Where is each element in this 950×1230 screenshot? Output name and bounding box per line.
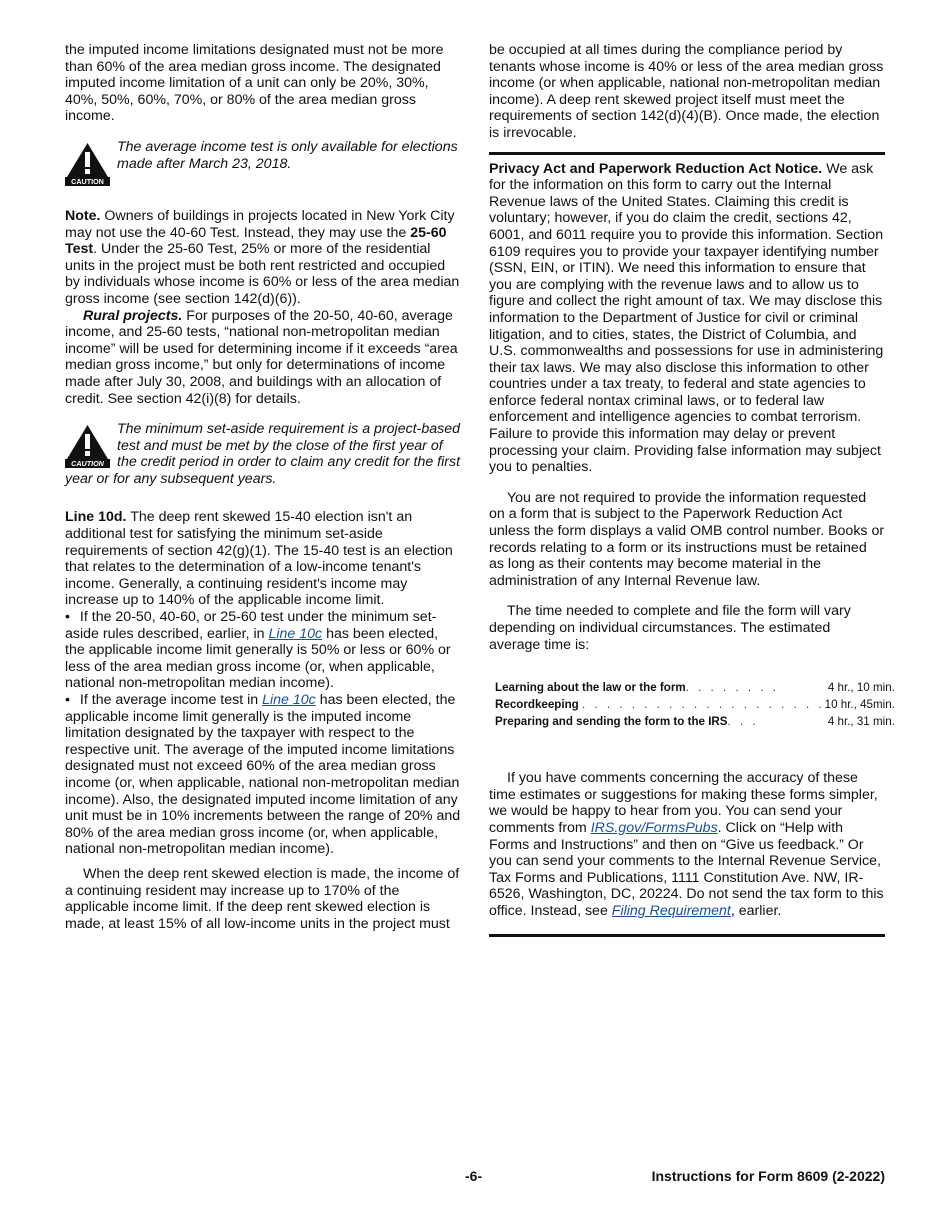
caution-text: The average income test is only available for elections made after March 23, 2018. bbox=[117, 138, 458, 172]
line-10c-link[interactable]: Line 10c bbox=[268, 625, 323, 642]
table-row: Recordkeeping . . . . . . . . . . . . . . . . . . . . 10 hr., 45min. bbox=[495, 698, 895, 712]
svg-text:CAUTION: CAUTION bbox=[71, 459, 104, 469]
line-10d-label: Line 10d. bbox=[65, 509, 127, 526]
bullet-item: • If the 20-50, 40-60, or 25-60 test under the minimum set-aside rules described, earlier, in Line 10c has been elected, the applicable income limit generally is 50% or less or 60% or less of the area median gross income (or, when applicable, national non-metropolitan median income). bbox=[65, 609, 461, 692]
deep-rent-skewed-paragraph: When the deep rent skewed election is made, the income of a continuing resident may increase up to 170% of the applicable income limit. If the deep rent skewed election is made, at least 15% of all low-income units in the project must bbox=[65, 865, 460, 932]
note-label: Note. bbox=[65, 207, 101, 224]
caution-text: The minimum set-aside requirement is a project-based test and must be met by the close of the first year of the credit period in order to claim any credit for the first year or for any subsequent years. bbox=[65, 421, 461, 487]
privacy-act-paragraph: Privacy Act and Paperwork Reduction Act Notice. We ask for the information on this form to carry out the Internal Revenue laws of the United States. Claiming this credit is voluntary; however, if you do claim the credit, sections 42, 6001, and 6011 require you to provide this information. Section 6109 requires you to provide your taxpayer identifying number (SSN, EIN, or ITIN). We need this information to ensure that you are complying with the revenue laws and to allow us to figure and collect the right amount of tax. We may disclose this information to the Department of Justice for civil or criminal litigation, and to cities, states, the District of Columbia, and U.S. commonwealths and possessions for use in administering their tax laws. We may also disclose this information to other countries under a tax treaty, to federal and state agencies to enforce federal nontax criminal laws, or to federal law enforcement and intelligence agencies to combat terrorism. Failure to provide this information may delay or prevent processing your claim. Providing false information may subject you to penalties. bbox=[489, 160, 884, 476]
left-column bbox=[65, 42, 461, 932]
table-row: Learning about the law or the form. . . . . . . . 4 hr., 10 min. bbox=[495, 681, 895, 695]
note-paragraph: Note. Owners of buildings in projects located in New York City may not use the 40-60 Test. Instead, they may use the 25-60 Test. Under the 25-60 Test, 25% or more of the residential units in the project must be both rent restricted and occupied by individuals whose income is 60% or less of the area median gross income (see section 142(d)(6)). bbox=[65, 207, 460, 307]
caution-note-average-income bbox=[65, 139, 461, 186]
forms-pubs-link[interactable]: IRS.gov/FormsPubs bbox=[590, 819, 718, 836]
line-10d-paragraph: Line 10d. The deep rent skewed 15-40 election isn't an additional test for satisfying the minimum set-aside requirements of section 42(g)(1). The 15-40 test is an election that relates to the determination of a low-income tenant's income. Generally, a continuing resident's income may increase up to 140% of the applicable income limit. bbox=[65, 509, 453, 609]
right-column bbox=[489, 42, 895, 937]
caution-icon bbox=[65, 423, 110, 468]
test-25-60-label: 25-60 Test bbox=[65, 224, 447, 258]
time-needed-paragraph: The time needed to complete and file the form will vary depending on individual circumstances. The estimated average time is: bbox=[489, 603, 851, 653]
section-divider bbox=[489, 152, 885, 155]
svg-text:CAUTION: CAUTION bbox=[71, 177, 104, 186]
bullet-item: • If the average income test in Line 10c has been elected, the applicable income limit generally is the imputed income limitation designated by the taxpayer with respect to the respective unit. The average of the imputed income limitations designated must not exceed 60% of the area median gross income (or, when applicable, national non-metropolitan median income). Also, the designated imputed income limitation of any unit must be in 10% increments between the range of 20% and 80% of the area median gross income (or, when applicable, national non-metropolitan median income). bbox=[65, 692, 461, 858]
form-title: Instructions for Form 8609 (2-2022) bbox=[651, 1168, 885, 1184]
rural-projects-paragraph: Rural projects. For purposes of the 20-50, 40-60, average income, and 25-60 tests, “national non-metropolitan median income” will be used for determining income if it exceeds “area median gross income,” but only for determinations of income made after July 30, 2008, and buildings with an allocation of credit. See section 42(i)(8) for details. bbox=[65, 307, 458, 407]
rural-projects-label: Rural projects. bbox=[83, 307, 183, 324]
page-number: -6- bbox=[465, 1168, 483, 1184]
time-estimate-table bbox=[495, 679, 907, 730]
comments-paragraph: If you have comments concerning the accuracy of these time estimates or suggestions for making these forms simpler, we would be happy to hear from you. You can send your comments from IRS.gov/FormsPubs. Click on “Help with Forms and Instructions” and then on “Give us feedback.” Or you can send your comments to the Internal Revenue Service, Tax Forms and Publications, 1111 Constitution Ave. NW, IR-6526, Washington, DC, 20224. Do not send the tax form to this office. Instead, see Filing Requirement, earlier. bbox=[489, 770, 884, 919]
privacy-act-heading: Privacy Act and Paperwork Reduction Act Notice. bbox=[489, 160, 823, 177]
paragraph-occupied: be occupied at all times during the compliance period by tenants whose income is 40% or less of the area median gross income (or when applicable, national non-metropolitan median income). A deep rent skewed project itself must meet the requirements of section 142(d)(4)(B). Once made, the election is irrevocable. bbox=[489, 42, 884, 141]
not-required-paragraph: You are not required to provide the information requested on a form that is subject to the Paperwork Reduction Act unless the form displays a valid OMB control number. Books or records relating to a form or its instructions must be retained as long as their contents may become material in the administration of any Internal Revenue law. bbox=[489, 489, 885, 589]
section-divider-bottom bbox=[489, 934, 885, 937]
table-row: Preparing and sending the form to the IRS. . . 4 hr., 31 min. bbox=[495, 715, 895, 729]
caution-note-minimum-set-aside bbox=[65, 421, 461, 487]
caution-icon bbox=[65, 141, 110, 186]
line-10c-link[interactable]: Line 10c bbox=[262, 692, 316, 708]
filing-requirement-link[interactable]: Filing Requirement bbox=[611, 902, 731, 919]
paragraph-imputed-income: the imputed income limitations designated must not be more than 60% of the area median gross income. The designated imputed income limitation of a unit can only be 20%, 30%, 40%, 50%, 60%, 70%, or 80% of the area median gross income. bbox=[65, 42, 444, 125]
